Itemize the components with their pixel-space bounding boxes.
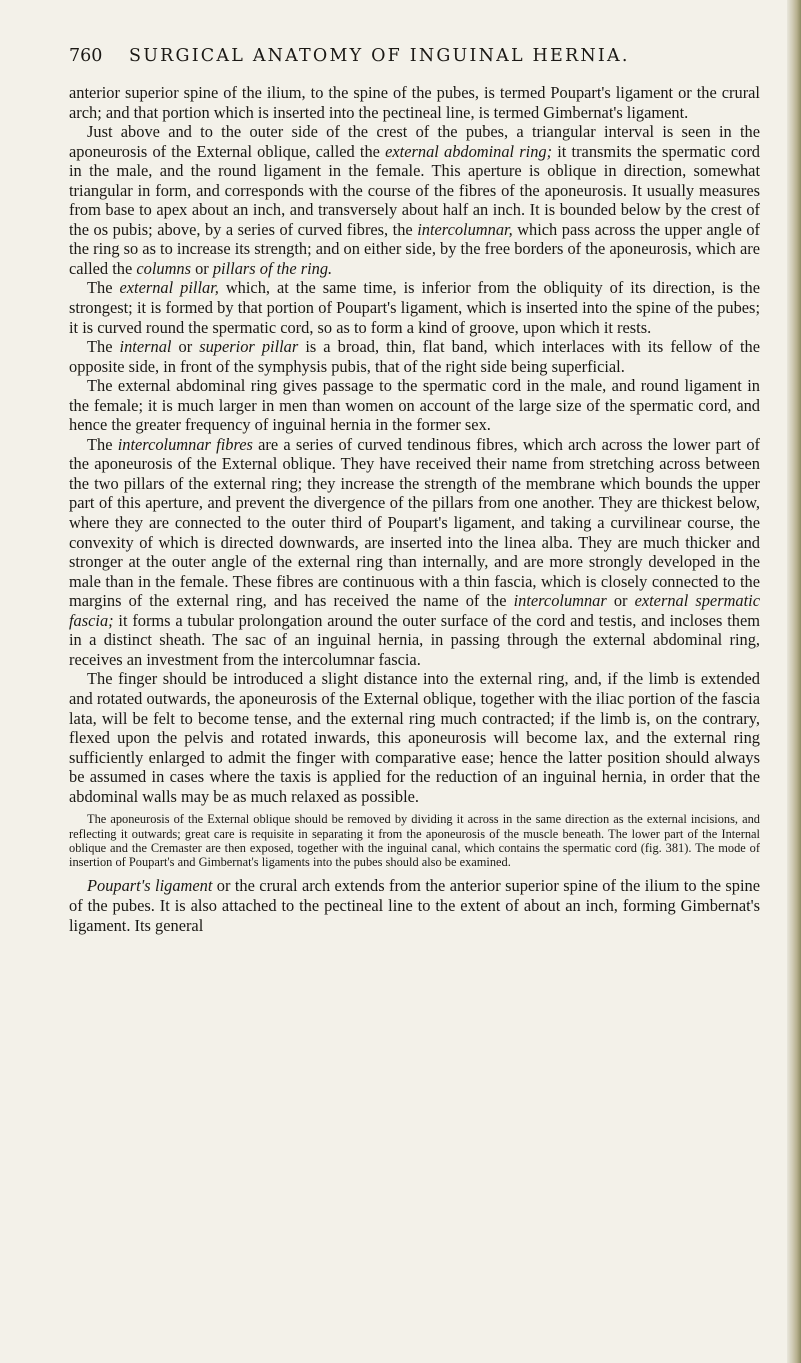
italic-term: intercolumnar fibres xyxy=(117,434,253,454)
paragraph xyxy=(69,83,760,122)
paragraph xyxy=(69,876,760,935)
paragraph xyxy=(69,435,760,670)
italic-term: pillars of the ring. xyxy=(212,258,333,278)
text-run: or xyxy=(191,258,213,278)
italic-term: intercolumnar xyxy=(513,591,607,611)
text-run: it forms a tubular prolongation around the outer surface of the cord and testis, and incloses them in a distinct sheath. The sac of an inguinal hernia, in passing through the external abdominal ring, receives an investment from the intercolumnar fascia. xyxy=(69,610,760,669)
paragraph xyxy=(69,376,760,435)
text-run: which, at the same time, is inferior from the obliquity of its direction, is the strongest; it is formed by that portion of Poupart's ligament, which is inserted into the spine of the pubes; it is curved round the spermatic cord, so as to form a kind of groove, upon which it rests. xyxy=(69,278,760,337)
paragraph xyxy=(69,278,760,337)
italic-term: external spermatic fascia; xyxy=(69,591,760,630)
italic-term: external abdominal ring; xyxy=(385,141,553,161)
text-run: The xyxy=(87,278,120,298)
page-edge-shadow xyxy=(787,0,801,1363)
italic-term: internal xyxy=(119,337,172,357)
italic-term: external pillar, xyxy=(119,278,219,298)
text-run: or the crural arch extends from the anterior superior spine of the ilium to the spine of the pubes. It is also attached to the pectineal line to the extent of about an inch, forming Gimbernat's ligament. Its general xyxy=(69,876,760,935)
body-text xyxy=(69,83,760,935)
text-run: The xyxy=(87,434,118,454)
paragraph xyxy=(69,122,760,278)
text-run: are a series of curved tendinous fibres, which arch across the lower part of the aponeurosis of the External oblique. They have received their name from stretching across between the two pillars of the external ring; they increase the strength of the membrane which bounds the upper part of this aperture, and prevent the divergence of the pillars from one another. They are thickest below, where they are connected to the outer third of Poupart's ligament, and taking a curvilinear course, the convexity of which is directed downwards, are inserted into the linea alba. They are much thicker and stronger at the outer angle of the external ring than internally, and are more strongly developed in the male than in the female. These fibres are continuous with a thin fascia, which is closely connected to the margins of the external ring, and has received the name of the xyxy=(69,434,760,611)
text-run: is a broad, thin, flat band, which interlaces with its fellow of the opposite side, in front of the symphysis pubis, that of the right side being superficial. xyxy=(69,337,760,376)
paragraph xyxy=(69,337,760,376)
text-run: or xyxy=(171,337,200,357)
italic-term: intercolumnar, xyxy=(417,219,513,239)
text-run: The xyxy=(87,337,120,357)
text-run: it transmits the spermatic cord in the male, and the round ligament in the female. This aperture is oblique in direction, somewhat triangular in form, and corresponds with the course of the fibres of the aponeurosis. It usually measures from base to apex about an inch, and transversely about half an inch. It is bounded below by the crest of the os pubis; above, by a series of curved fibres, the xyxy=(69,141,761,239)
text-run: anterior superior spine of the ilium, to the spine of the pubes, is termed Poupart's ligament or the crural arch; and that portion which is inserted into the pectineal line, is termed Gimbernat's ligament. xyxy=(69,83,760,122)
running-head xyxy=(69,46,759,66)
italic-term: Poupart's ligament xyxy=(87,876,213,896)
italic-term: superior pillar xyxy=(199,337,299,357)
paragraph xyxy=(69,669,760,806)
text-run: The aponeurosis of the External oblique should be removed by dividing it across in the same direction as the external incisions, and reflecting it outwards; great care is requisite in separating it from the aponeurosis of the muscle beneath. The lower part of the Internal oblique and the Cremaster are then exposed, together with the inguinal canal, which contains the spermatic cord (fig. 381). The mode of insertion of Poupart's and Gimbernat's ligaments into the pubes should also be examined. xyxy=(69,812,760,870)
text-run: or xyxy=(606,591,635,611)
chapter-title: SURGICAL ANATOMY OF INGUINAL HERNIA. xyxy=(129,46,630,66)
text-run: The finger should be introduced a slight distance into the external ring, and, if the limb is extended and rotated outwards, the aponeurosis of the External oblique, together with the iliac portion of the fascia lata, will be felt to become tense, and the external ring much contracted; if the limb is, on the contrary, flexed upon the pelvis and rotated inwards, this aponeurosis will become lax, and the external ring sufficiently enlarged to admit the finger with comparative ease; hence the latter position should always be assumed in cases where the taxis is applied for the reduction of an inguinal hernia, in order that the abdominal walls may be as much relaxed as possible. xyxy=(69,669,760,806)
text-run: The external abdominal ring gives passage to the spermatic cord in the male, and round ligament in the female; it is much larger in men than women on account of the large size of the spermatic cord, and hence the greater frequency of inguinal hernia in the former sex. xyxy=(69,376,760,435)
italic-term: columns xyxy=(136,258,191,278)
text-run: which pass across the upper angle of the ring so as to increase its strength; and on either side, by the free borders of the aponeurosis, which are called the xyxy=(69,219,761,278)
dissection-note xyxy=(69,812,760,869)
text-run: Just above and to the outer side of the crest of the pubes, a triangular interval is seen in the aponeurosis of the External oblique, called the xyxy=(69,122,760,161)
page-number: 760 xyxy=(69,46,103,66)
